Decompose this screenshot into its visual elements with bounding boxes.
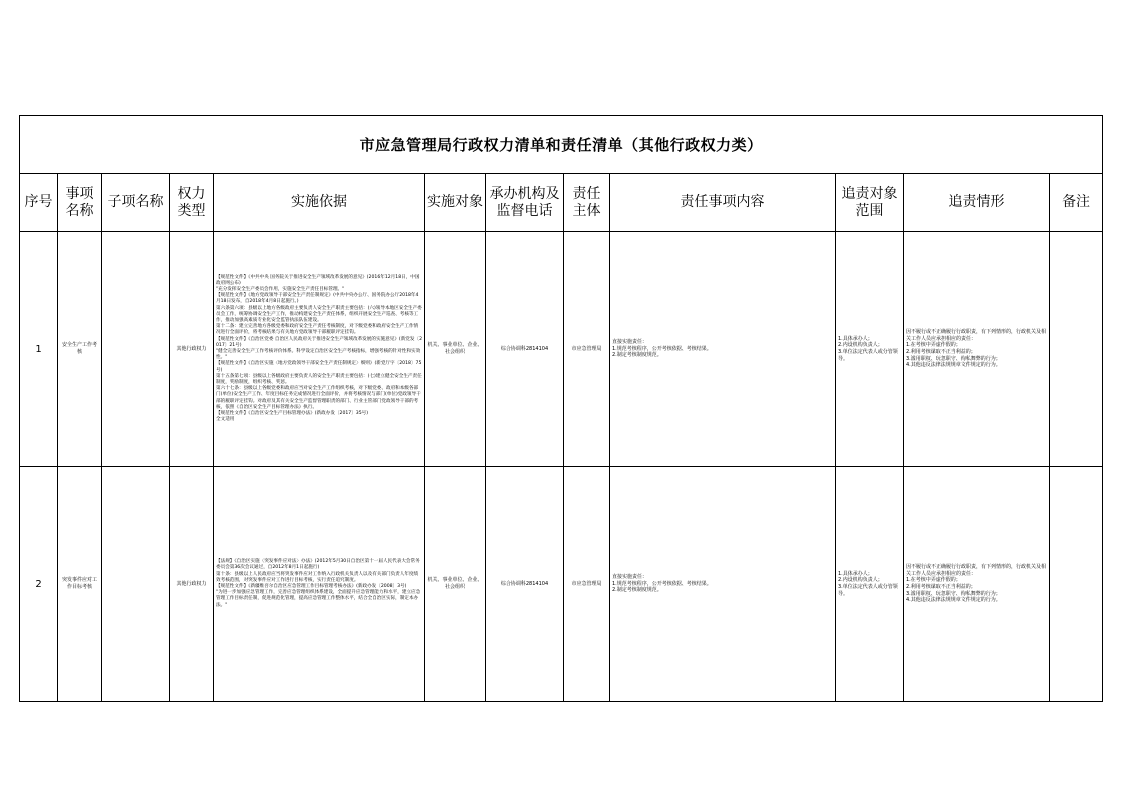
- col-header-org-phone: 承办机构及 监督电话: [486, 174, 564, 232]
- implementation-basis: 【法规】《自治区实施〈突发事件应对法〉办法》(2012年5月30日自治区第十一届人民代表大会常务委员会第36次会议通过，自2012年8月1日起施行) 第十条：县级以上人民政府应当将突发事件应对工作纳入行政机关负责人以及有关部门负责人年度绩效考核范围，对突发事件应对工作进行目标考核，实行责任追究制度。 【规范性文件】《新疆维吾尔自治区应急管理工作目标管理考核办法》(新政办发〔2008〕3号) "为进一步加强应急管理工作，完善应急管理组织体系建设，全面提升应急管理能力和水平，建立应急管理工作目标责任制，促进规范化管理，提高应急管理工作整体水平，结合全自治区实际，制定本办法。": [214, 467, 425, 702]
- rights-list-sheet: [19, 115, 1102, 702]
- col-header-situation: 追责情形: [904, 174, 1050, 232]
- sub-item-name: [102, 232, 170, 467]
- item-name: 突发事件应对工作目标考核: [58, 467, 102, 702]
- row-number: 1: [20, 232, 58, 467]
- col-header-subject: 责任 主体: [564, 174, 610, 232]
- table-row: [20, 232, 1103, 467]
- table-header-row: [20, 174, 1103, 232]
- col-header-name: 事项 名称: [58, 174, 102, 232]
- table-row: [20, 467, 1103, 702]
- responsible-subject: 市应急管理局: [564, 232, 610, 467]
- col-header-type: 权力 类型: [170, 174, 214, 232]
- power-type: 其他行政权力: [170, 232, 214, 467]
- page-title: 市应急管理局行政权力清单和责任清单（其他行政权力类）: [20, 116, 1103, 174]
- row-number: 2: [20, 467, 58, 702]
- accountability-situation: 因不履行或不正确履行行政职责，有下列情形的，行政机关及相关工作人员应承担相应的责任： 1.在考核中弄虚作假的； 2.利用考核谋取不正当利益的； 3.滥用职权、玩忽职守、徇私舞弊的行为； 4.其他违反法律法规规章文件规定的行为。: [904, 467, 1050, 702]
- org-phone: 综合协调科2814104: [486, 232, 564, 467]
- org-phone: 综合协调科2814104: [486, 467, 564, 702]
- accountability-situation: 因不履行或不正确履行行政职责，有下列情形的，行政机关及相关工作人员应承担相应的责任： 1.在考核中弄虚作假的； 2.利用考核谋取不正当利益的； 3.滥用职权、玩忽职守、徇私舞弊的行为； 4.其他违反法律法规规章文件规定的行为。: [904, 232, 1050, 467]
- duty-content: 直接实施责任： 1.规范考核程序，公开考核依据、考核结果。 2.制定考核制度规范。: [610, 467, 836, 702]
- col-header-subitem: 子项名称: [102, 174, 170, 232]
- implementation-target: 机关、事业单位、企业、社会组织: [425, 467, 486, 702]
- responsible-subject: 市应急管理局: [564, 467, 610, 702]
- col-header-duty: 责任事项内容: [610, 174, 836, 232]
- remark: [1050, 232, 1103, 467]
- implementation-target: 机关、事业单位、企业、社会组织: [425, 232, 486, 467]
- accountability-scope: 1.具体承办人； 2.内设机构负责人； 3.单位法定代表人或分管领导。: [836, 467, 904, 702]
- implementation-basis: 【规范性文件】《中共中央 国务院关于推进安全生产领域改革发展的意见》(2016年12月18日，中国政府网公布) "充分发挥安全生产委员会作用，实施安全生产责任目标管理。" 【规范性文件】《地方党政领导干部安全生产责任制规定》(中共中央办公厅、国务院办公厅2018年4月18日发布，自2018年4月8日起施行。) 第六条第六项：县级以上地方各级政府主要负责人安全生产职责主要包括：(六)领导本地区安全生产委员会工作，统筹协调安全生产工作，推动构建安全生产责任体系，组织开展安全生产巡查、考核等工作，推动加强高素质专业化安全监管执法队伍建设。 第十二条：建立完善地方各级党委和政府安全生产责任考核制度，对下级党委和政府安全生产工作情况进行全面评价，将考核结果与有关地方党政领导干部履职评定挂钩。 【规范性文件】《自治区党委 自治区人民政府关于推进安全生产领域改革发展的实施意见》(新党发〔2017〕21号) "健全完善安全生产工作考核评价体系。科学设定自治区安全生产考核指标，增强考核的针对性和实效性。" 【规范性文件】《自治区实施〈地方党政领导干部安全生产责任制规定〉细则》(新党厅字〔2018〕75号) 第十五条第七项：县级以上各级政府主要负责人的安全生产职责主要包括：(七)建立健全安全生产责任制度，奖励制度，组织考核、奖惩。 第六十七条：县级以上各级党委和政府应当对安全生产工作组织考核，对下级党委、政府和本级各部门(单位)安全生产工作、年度目标任务完成情况进行全面评价，并将考核情况与部门(单位)党政领导干部的履职评定挂钩。对政府及其有关安全生产监督管理职责的部门、行业主管部门党政领导干部的考核，依照《自治区安全生产目标管理办法》执行。 【规范性文件】《自治区安全生产目标管理办法》(新政办发〔2017〕35号) 全文适用: [214, 232, 425, 467]
- item-name: 安全生产工作考核: [58, 232, 102, 467]
- duty-content: 直接实施责任： 1.规范考核程序，公开考核依据、考核结果。 2.制定考核制度规范。: [610, 232, 836, 467]
- rights-table: [19, 115, 1103, 702]
- power-type: 其他行政权力: [170, 467, 214, 702]
- col-header-basis: 实施依据: [214, 174, 425, 232]
- sub-item-name: [102, 467, 170, 702]
- col-header-target: 实施对象: [425, 174, 486, 232]
- col-header-remark: 备注: [1050, 174, 1103, 232]
- remark: [1050, 467, 1103, 702]
- accountability-scope: 1.具体承办人； 2.内设机构负责人； 3.单位法定代表人或分管领导。: [836, 232, 904, 467]
- col-header-scope: 追责对象 范围: [836, 174, 904, 232]
- col-header-no: 序号: [20, 174, 58, 232]
